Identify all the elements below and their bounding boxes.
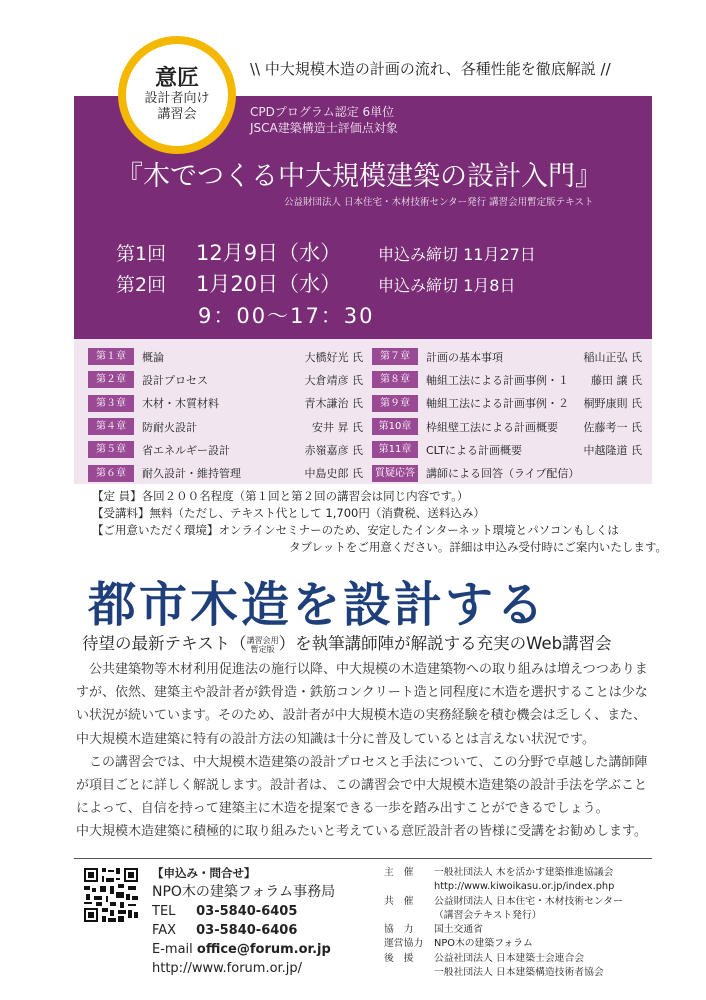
- subheadline: [82, 630, 612, 654]
- seminar-title: 『木でつくる中大規模建築の設計入門』: [116, 161, 602, 192]
- organizer-name: （講習会テキスト発行）: [434, 909, 542, 921]
- chapter-lecturer: 佐藤考一 氏: [583, 420, 642, 434]
- organizer-name: 一般社団法人 日本建築構造技術者協会: [434, 967, 604, 979]
- chapter-title: 耐久設計・維持管理: [142, 467, 241, 481]
- chapter-tag: 第１章: [88, 348, 134, 365]
- organizer-role: [384, 880, 434, 894]
- chapter-lecturer: 青木謙治 氏: [304, 397, 363, 411]
- contact-block: [152, 864, 335, 978]
- chapter-title: 軸組工法による計画事例・１: [426, 373, 569, 387]
- chapter-tag: 第５章: [88, 441, 134, 458]
- title-note: 公益財団法人 日本住宅・木材技術センター発行 講習会用暫定版テキスト: [284, 197, 594, 208]
- organizer-row: [384, 966, 623, 980]
- badge-main: 意匠: [154, 65, 199, 91]
- contact-org: NPO木の建築フォラム事務局: [152, 884, 336, 900]
- session-1: [116, 237, 536, 267]
- chapter-title: 木材・木質材料: [142, 397, 219, 411]
- chapter-lecturer: 大橋好光 氏: [304, 350, 363, 364]
- chapter-row: [372, 415, 642, 438]
- environment-text-1: 【ご用意いただく環境】オンラインセミナーのため、安定したインターネット環境とパソコンもしくは: [92, 523, 619, 537]
- subhead-pre: 待望の最新テキスト（: [82, 634, 247, 653]
- chapter-lecturer: 藤田 譲 氏: [591, 373, 642, 387]
- chapter-row: [88, 438, 363, 461]
- body-text: [76, 658, 650, 844]
- organizer-role: 運営協力: [384, 938, 424, 950]
- chapter-tag: 第10章: [372, 418, 418, 435]
- chapter-title: 設計プロセス: [142, 373, 208, 387]
- qr-code-icon[interactable]: [82, 866, 140, 924]
- subhead-small-1: 講習会用: [246, 635, 279, 645]
- chapter-title: 省エネルギー設計: [142, 443, 230, 457]
- chapter-row: [88, 345, 363, 368]
- organizer-name: 国土交通省: [434, 924, 483, 936]
- chapter-column-right: [372, 345, 642, 485]
- headline: 都市木造を設計する: [88, 577, 548, 633]
- subhead-small: [247, 636, 279, 654]
- organizer-name: 一般社団法人 木を活かす建築推進協議会: [434, 867, 614, 878]
- session-num: 第1回: [116, 243, 167, 265]
- chapter-title: 枠組壁工法による計画概要: [426, 420, 558, 434]
- tagline: \\ 中大規模木造の計画の流れ、各種性能を徹底解説 //: [250, 60, 611, 78]
- email-label: E-mail: [152, 942, 193, 957]
- organizer-role: [384, 909, 434, 923]
- body-paragraph-1: 公共建築物等木材利用促進法の施行以降、中大規模の木造建築物への取り組みは増えつつありますが、依然、建築主や設計者が鉄骨造・鉄筋コンクリート造と同程度に木造を選択することは少ない状況が続いています。そのため、設計者が中大規模木造の実務経験を積む機会は乏しく、また、中大規模木造建築に特有の設計方法の知識は十分に普及しているとは言えない状況です。: [76, 662, 648, 747]
- cpd-line-1: CPDプログラム認定 6単位: [250, 105, 395, 119]
- chapter-row: [88, 368, 363, 391]
- contact-email: [152, 940, 335, 959]
- organizer-role: 主 催: [384, 867, 414, 878]
- organizer-role: 協 力: [384, 924, 414, 936]
- chapter-title: 講師による回答（ライブ配信）: [426, 467, 580, 481]
- organizers: [384, 866, 623, 980]
- session-2: [116, 268, 515, 298]
- session-time: 9：00～17：30: [198, 304, 375, 328]
- subhead-small-2: 暫定版: [250, 644, 275, 654]
- organizer-name: NPO木の建築フォラム: [434, 938, 533, 950]
- chapter-tag: 第７章: [372, 348, 418, 365]
- chapter-title: 防耐火設計: [142, 420, 197, 434]
- session-date: 12月9日（水）: [196, 241, 342, 265]
- organizer-row: [384, 866, 623, 880]
- organizer-url[interactable]: http://www.kiwoikasu.or.jp/index.php: [434, 881, 615, 893]
- chapter-tag: 第11章: [372, 441, 418, 458]
- body-paragraph-3: 中大規模木造建築に積極的に取り組みたいと考えている意匠設計者の皆様に受講をお勧めします。: [76, 824, 647, 840]
- badge-inner: [126, 44, 228, 146]
- tel-label: TEL: [152, 904, 176, 919]
- contact-label: 【申込み・問合せ】: [152, 866, 256, 880]
- chapter-tag: 第８章: [372, 371, 418, 388]
- chapter-row: [372, 345, 642, 368]
- environment-text-2: タブレットをご用意ください。詳細は申込み受付時にご案内いたします。: [289, 540, 668, 554]
- chapter-column-left: [88, 345, 363, 485]
- organizer-row: [384, 880, 623, 894]
- chapter-table: [74, 339, 652, 484]
- chapter-lecturer: 大倉靖彦 氏: [304, 373, 363, 387]
- chapter-tag: 質疑応答: [372, 465, 418, 482]
- fee-text: 【受講料】無料（ただし、テキスト代として 1,700円（消費税、送料込み）: [92, 506, 485, 520]
- organizer-row: [384, 909, 623, 923]
- chapter-row: [372, 392, 642, 415]
- email-link[interactable]: office@forum.or.jp: [196, 942, 331, 957]
- organizer-row: [384, 937, 623, 951]
- chapter-tag: 第６章: [88, 465, 134, 482]
- seminar-badge: [118, 36, 236, 154]
- chapter-row: [88, 461, 363, 484]
- organizer-row: [384, 923, 623, 937]
- chapter-title: 計画の基本事項: [426, 350, 503, 364]
- badge-sub-1: 設計者向け: [144, 90, 210, 106]
- contact-tel: [152, 902, 335, 921]
- chapter-row: [372, 438, 642, 461]
- fax-label: FAX: [152, 923, 177, 938]
- badge-sub-2: 講習会: [157, 107, 197, 123]
- chapter-lecturer: 稲山正弘 氏: [583, 350, 642, 364]
- organizer-role: 共 催: [384, 895, 414, 907]
- session-date: 1月20日（水）: [196, 272, 342, 296]
- session-deadline: 申込み締切 1月8日: [378, 276, 516, 295]
- organizer-row: [384, 952, 623, 966]
- body-paragraph-2: この講習会では、中大規模木造建築の設計プロセスと手法について、この分野で卓越した講師陣が項目ごとに詳しく解説します。設計者は、この講習会で中大規模木造建築の設計手法を学ぶことによって、自信を持って建築主に木造を提案できる一歩を踏み出すことができるでしょう。: [76, 754, 648, 817]
- tel-number[interactable]: 03-5840-6405: [196, 904, 298, 919]
- contact-url[interactable]: http://www.forum.or.jp/: [152, 961, 303, 976]
- chapter-tag: 第９章: [372, 395, 418, 412]
- organizer-role: 後 援: [384, 952, 414, 964]
- organizer-role: [384, 966, 434, 980]
- chapter-tag: 第２章: [88, 371, 134, 388]
- contact-fax: [152, 921, 335, 940]
- chapter-lecturer: 桐野康則 氏: [583, 397, 642, 411]
- chapter-title: 軸組工法による計画事例・２: [426, 397, 569, 411]
- capacity-text: 【定 員】各回２００名程度（第１回と第２回の講習会は同じ内容です。）: [92, 489, 469, 503]
- chapter-title: 概論: [142, 350, 164, 364]
- chapter-row: [88, 415, 363, 438]
- chapter-lecturer: 安井 昇 氏: [312, 420, 363, 434]
- organizer-name: 公益財団法人 日本住宅・木材技術センター: [434, 895, 623, 907]
- chapter-lecturer: 赤嶺嘉彦 氏: [304, 443, 363, 457]
- chapter-lecturer: 中島史郎 氏: [304, 467, 363, 481]
- info-block: [92, 488, 667, 556]
- cpd-info: [250, 104, 398, 136]
- chapter-tag: 第４章: [88, 418, 134, 435]
- session-num: 第2回: [116, 274, 167, 296]
- chapter-tag: 第３章: [88, 395, 134, 412]
- organizer-row: [384, 895, 623, 909]
- subhead-post: ）を執筆講師陣が解説する充実のWeb講習会: [278, 634, 612, 653]
- fax-number: 03-5840-6406: [196, 923, 298, 938]
- chapter-row: [88, 392, 363, 415]
- cpd-line-2: JSCA建築構造士評価点対象: [250, 121, 398, 135]
- chapter-row: [372, 461, 642, 484]
- chapter-title: CLTによる計画概要: [426, 443, 523, 457]
- organizer-name: 公益社団法人 日本建築士会連合会: [434, 952, 585, 964]
- divider: [74, 858, 652, 859]
- chapter-lecturer: 中越隆道 氏: [583, 443, 642, 457]
- session-deadline: 申込み締切 11月27日: [378, 245, 536, 264]
- chapter-row: [372, 368, 642, 391]
